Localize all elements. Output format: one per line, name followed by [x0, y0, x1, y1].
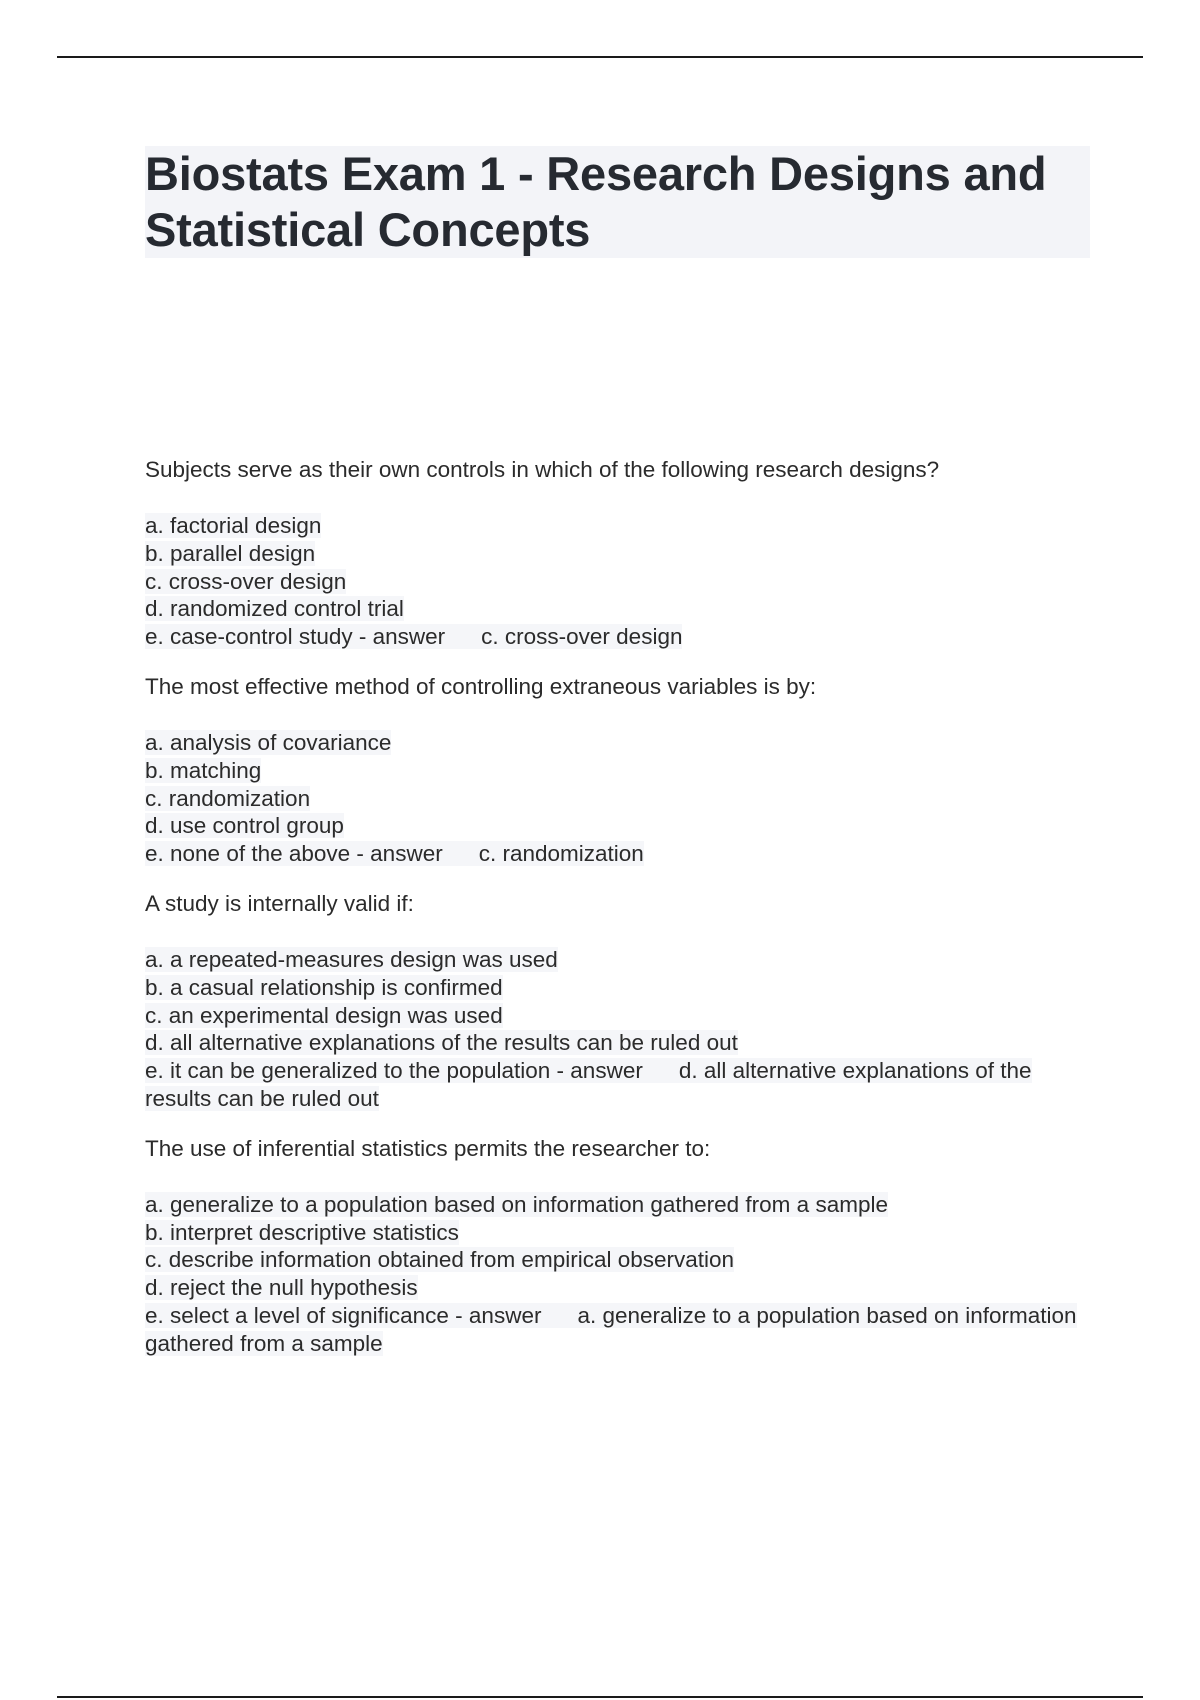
- option-text: c. cross-over design: [145, 568, 347, 594]
- option-text: d. reject the null hypothesis: [145, 1275, 418, 1301]
- option-item: [145, 757, 1090, 785]
- option-item: [145, 595, 1090, 623]
- option-item-with-answer: [145, 1057, 1090, 1113]
- option-item-with-answer: [145, 623, 1090, 651]
- option-item: [145, 568, 1090, 596]
- document-content: [145, 146, 1090, 1380]
- answer-text: c. randomization: [478, 841, 644, 867]
- option-item: [145, 812, 1090, 840]
- option-list: [145, 729, 1090, 868]
- option-text: b. a casual relationship is confirmed: [145, 974, 503, 1000]
- option-item: [145, 785, 1090, 813]
- option-text: d. all alternative explanations of the results can be ruled out: [145, 1030, 738, 1056]
- bottom-rule: [57, 1696, 1143, 1698]
- option-text: a. generalize to a population based on information gathered from a sample: [145, 1191, 888, 1217]
- option-text: a. analysis of covariance: [145, 729, 392, 755]
- question-block-1: [145, 456, 1090, 651]
- option-text: b. parallel design: [145, 540, 316, 566]
- question-text: The use of inferential statistics permits the researcher to:: [145, 1135, 711, 1161]
- question-block-4: [145, 1135, 1090, 1358]
- top-rule: [57, 56, 1143, 58]
- answer-label: - answer: [550, 1058, 643, 1084]
- option-item: [145, 946, 1090, 974]
- answer-label: - answer: [350, 841, 443, 867]
- option-item-with-answer: [145, 1302, 1090, 1358]
- option-item: [145, 1191, 1090, 1219]
- option-text: e. none of the above: [145, 841, 351, 867]
- question-text: The most effective method of controlling extraneous variables is by:: [145, 673, 817, 699]
- option-text: b. matching: [145, 757, 262, 783]
- option-text: a. factorial design: [145, 513, 322, 538]
- option-item: [145, 729, 1090, 757]
- question-text: A study is internally valid if:: [145, 890, 414, 916]
- option-text: c. randomization: [145, 785, 311, 811]
- option-list: [145, 946, 1090, 1113]
- option-text: a. a repeated-measures design was used: [145, 946, 558, 972]
- option-text: e. case-control study: [145, 624, 353, 650]
- answer-label: - answer: [448, 1302, 542, 1328]
- option-item: [145, 1002, 1090, 1030]
- question-block-2: [145, 673, 1090, 868]
- option-list: [145, 512, 1090, 651]
- option-text: b. interpret descriptive statistics: [145, 1219, 459, 1245]
- option-text: e. select a level of significance: [145, 1302, 449, 1328]
- question-block-3: [145, 890, 1090, 1113]
- option-item: [145, 512, 1090, 540]
- answer-text: c. cross-over design: [481, 624, 683, 650]
- answer-text: d. all alternative explanations of the results can be ruled out: [145, 1058, 1032, 1111]
- answer-text: a. generalize to a population based on information gathered from a sample: [145, 1302, 1077, 1356]
- option-text: e. it can be generalized to the population: [145, 1058, 551, 1084]
- answer-label: - answer: [352, 624, 446, 650]
- option-text: d. randomized control trial: [145, 596, 404, 622]
- option-item: [145, 1219, 1090, 1247]
- option-item: [145, 974, 1090, 1002]
- document-title: Biostats Exam 1 - Research Designs and Statistical Concepts: [145, 146, 1090, 258]
- option-item: [145, 1246, 1090, 1274]
- question-text: Subjects serve as their own controls in which of the following research designs?: [145, 457, 940, 482]
- option-item-with-answer: [145, 840, 1090, 868]
- option-item: [145, 1274, 1090, 1302]
- option-item: [145, 1029, 1090, 1057]
- option-list: [145, 1191, 1090, 1358]
- question-list: [145, 456, 1090, 1358]
- option-text: d. use control group: [145, 813, 344, 839]
- option-item: [145, 540, 1090, 568]
- option-text: c. describe information obtained from empirical observation: [145, 1247, 735, 1273]
- option-text: c. an experimental design was used: [145, 1002, 503, 1028]
